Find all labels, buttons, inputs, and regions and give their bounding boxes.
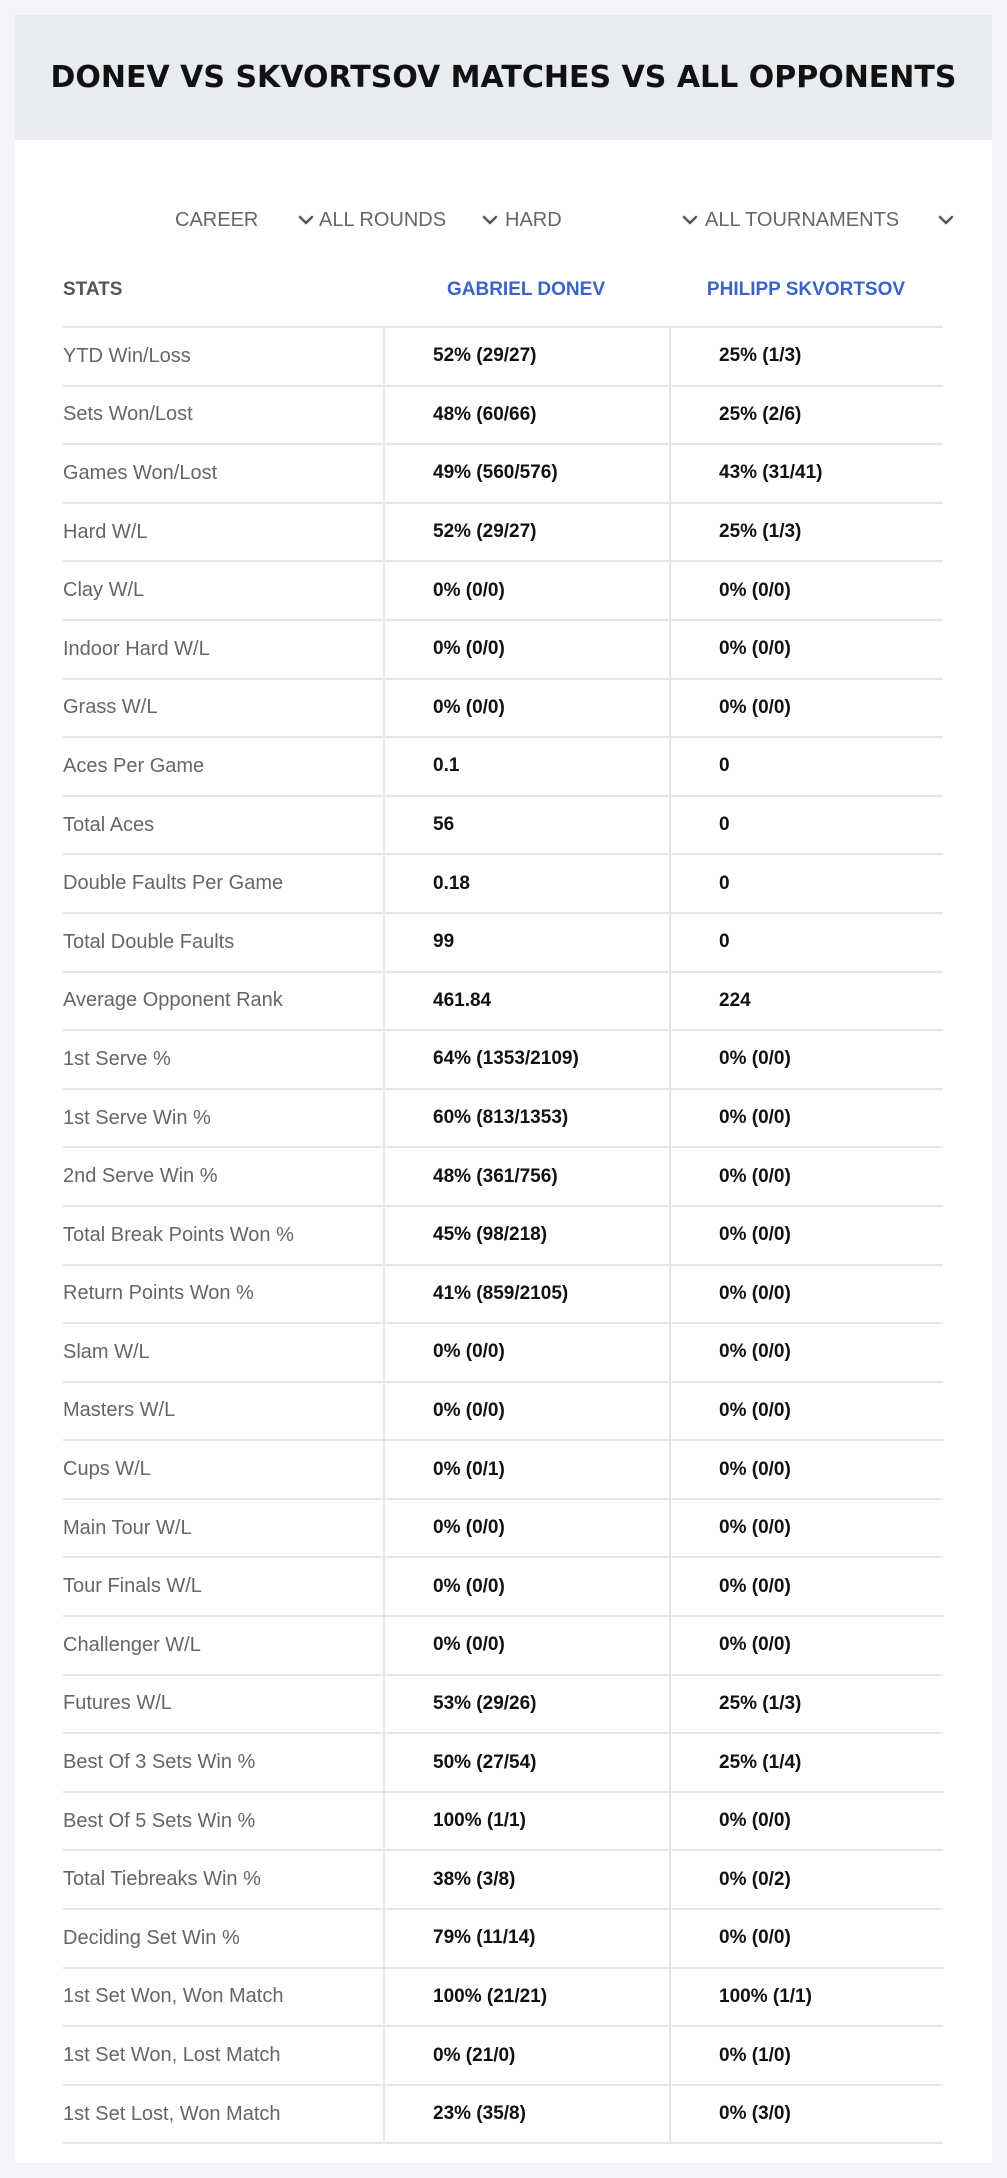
table-row (63, 1558, 943, 1617)
player1-stat-value: 0% (0/0) (383, 1500, 669, 1557)
stat-label: Hard W/L (63, 520, 148, 543)
player2-stat-value: 0% (1/0) (669, 2027, 943, 2084)
player2-stat-value: 0 (669, 738, 943, 795)
player1-stat-value: 53% (29/26) (383, 1676, 669, 1733)
player2-stat-value: 0% (0/0) (669, 680, 943, 737)
player1-stat-value: 0% (0/0) (383, 1324, 669, 1381)
player1-stat-value: 49% (560/576) (383, 445, 669, 502)
table-row (63, 387, 943, 446)
table-row (63, 1324, 943, 1383)
stat-label: Total Break Points Won % (63, 1223, 294, 1246)
stat-label: YTD Win/Loss (63, 344, 191, 367)
table-row (63, 1969, 943, 2028)
chevron-down-icon (481, 211, 499, 229)
player1-stat-value: 0% (0/0) (383, 1558, 669, 1615)
player1-stat-value: 100% (1/1) (383, 1793, 669, 1850)
table-row (63, 1617, 943, 1676)
table-row (63, 2027, 943, 2086)
player1-stat-value: 0% (0/0) (383, 621, 669, 678)
player1-stat-value: 48% (361/756) (383, 1148, 669, 1205)
table-row (63, 738, 943, 797)
stat-label: 2nd Serve Win % (63, 1165, 218, 1188)
player2-stat-value: 0% (0/0) (669, 1031, 943, 1088)
player2-stat-value: 0% (0/0) (669, 1383, 943, 1440)
player2-stat-value: 0% (0/0) (669, 1441, 943, 1498)
stats-column-header: STATS (63, 278, 123, 300)
player1-stat-value: 100% (21/21) (383, 1969, 669, 2026)
rounds-select-value: ALL ROUNDS (319, 208, 447, 231)
player2-stat-value: 100% (1/1) (669, 1969, 943, 2026)
player2-stat-value: 0% (0/0) (669, 621, 943, 678)
table-row (63, 1441, 943, 1500)
player1-stat-value: 0% (21/0) (383, 2027, 669, 2084)
table-row (63, 1793, 943, 1852)
player1-column-header[interactable]: GABRIEL DONEV (446, 278, 605, 300)
stat-label: Aces Per Game (63, 754, 205, 777)
player1-stat-value: 99 (383, 914, 669, 971)
player2-stat-value: 0% (0/0) (669, 562, 943, 619)
player1-stat-value: 64% (1353/2109) (383, 1031, 669, 1088)
table-row (63, 1500, 943, 1559)
stat-label: 1st Serve % (63, 1047, 171, 1070)
stat-label: Total Double Faults (63, 930, 235, 953)
stat-label: Slam W/L (63, 1340, 150, 1363)
table-row (63, 1851, 943, 1910)
player1-stat-value: 23% (35/8) (383, 2086, 669, 2143)
stat-label: 1st Set Won, Lost Match (63, 2044, 281, 2067)
stat-label: 1st Set Won, Won Match (63, 1985, 284, 2008)
player1-stat-value: 60% (813/1353) (383, 1090, 669, 1147)
table-row (63, 1910, 943, 1969)
stat-label: Best Of 5 Sets Win % (63, 1809, 256, 1832)
player2-stat-value: 0 (669, 855, 943, 912)
stat-label: Clay W/L (63, 579, 145, 602)
player2-stat-value: 25% (1/3) (669, 1676, 943, 1733)
player1-stat-value: 461.84 (383, 973, 669, 1030)
player2-stat-value: 0% (0/0) (669, 1910, 943, 1967)
player2-stat-value: 0% (0/0) (669, 1207, 943, 1264)
stat-label: 1st Set Lost, Won Match (63, 2102, 281, 2125)
player2-stat-value: 224 (669, 973, 943, 1030)
player1-stat-value: 52% (29/27) (383, 504, 669, 561)
player2-stat-value: 25% (1/4) (669, 1734, 943, 1791)
stat-label: Total Tiebreaks Win % (63, 1868, 261, 1891)
filter-bar (15, 190, 992, 250)
page-title: DONEV VS SKVORTSOV MATCHES VS ALL OPPONENTS (50, 60, 957, 95)
player2-stat-value: 25% (2/6) (669, 387, 943, 444)
table-row (63, 1734, 943, 1793)
player1-stat-value: 0.1 (383, 738, 669, 795)
table-row (63, 621, 943, 680)
player2-stat-value: 0% (0/2) (669, 1851, 943, 1908)
table-row (63, 328, 943, 387)
player2-stat-value: 0% (0/0) (669, 1090, 943, 1147)
player2-stat-value: 0 (669, 797, 943, 854)
stat-label: Return Points Won % (63, 1282, 254, 1305)
table-body (63, 328, 943, 2144)
stat-label: Challenger W/L (63, 1633, 201, 1656)
stat-label: Total Aces (63, 813, 155, 836)
stats-card (15, 15, 992, 2163)
period-select[interactable] (175, 190, 315, 250)
table-row (63, 562, 943, 621)
stat-label: Cups W/L (63, 1458, 151, 1481)
tournaments-select-value: ALL TOURNAMENTS (705, 208, 900, 231)
player2-stat-value: 0% (0/0) (669, 1148, 943, 1205)
stat-label: Games Won/Lost (63, 461, 218, 484)
stat-label: Indoor Hard W/L (63, 637, 210, 660)
table-row (63, 680, 943, 739)
stat-label: Sets Won/Lost (63, 403, 193, 426)
chevron-down-icon (681, 211, 699, 229)
chevron-down-icon (937, 211, 955, 229)
player1-stat-value: 52% (29/27) (383, 328, 669, 385)
player2-stat-value: 25% (1/3) (669, 328, 943, 385)
stat-label: Deciding Set Win % (63, 1926, 240, 1949)
player2-stat-value: 0% (3/0) (669, 2086, 943, 2143)
surface-select-value: HARD (505, 208, 562, 231)
surface-select[interactable] (505, 190, 699, 250)
player1-stat-value: 48% (60/66) (383, 387, 669, 444)
table-row (63, 1031, 943, 1090)
stats-table (63, 253, 943, 2144)
table-row (63, 797, 943, 856)
player1-stat-value: 0% (0/0) (383, 680, 669, 737)
chevron-down-icon (297, 211, 315, 229)
player2-stat-value: 0% (0/0) (669, 1793, 943, 1850)
table-row (63, 1090, 943, 1149)
player1-stat-value: 38% (3/8) (383, 1851, 669, 1908)
table-row (63, 445, 943, 504)
table-row (63, 973, 943, 1032)
stat-label: Best Of 3 Sets Win % (63, 1751, 256, 1774)
stat-label: Tour Finals W/L (63, 1575, 202, 1598)
table-row (63, 1383, 943, 1442)
player2-stat-value: 43% (31/41) (669, 445, 943, 502)
player1-stat-value: 45% (98/218) (383, 1207, 669, 1264)
player2-stat-value: 0% (0/0) (669, 1558, 943, 1615)
stat-label: Average Opponent Rank (63, 989, 283, 1012)
player2-stat-value: 0% (0/0) (669, 1266, 943, 1323)
player1-stat-value: 79% (11/14) (383, 1910, 669, 1967)
table-row (63, 1207, 943, 1266)
player2-stat-value: 0% (0/0) (669, 1324, 943, 1381)
tournaments-select[interactable] (705, 190, 955, 250)
player1-stat-value: 0% (0/0) (383, 562, 669, 619)
player2-column-header[interactable]: PHILIPP SKVORTSOV (706, 278, 906, 300)
stat-label: 1st Serve Win % (63, 1106, 211, 1129)
player1-stat-value: 50% (27/54) (383, 1734, 669, 1791)
player2-stat-value: 0% (0/0) (669, 1617, 943, 1674)
player1-stat-value: 56 (383, 797, 669, 854)
table-row (63, 2086, 943, 2145)
player2-stat-value: 0% (0/0) (669, 1500, 943, 1557)
table-row (63, 855, 943, 914)
player2-stat-value: 0 (669, 914, 943, 971)
table-row (63, 914, 943, 973)
table-row (63, 1148, 943, 1207)
table-row (63, 1676, 943, 1735)
player1-stat-value: 0% (0/0) (383, 1617, 669, 1674)
stat-label: Futures W/L (63, 1692, 172, 1715)
period-select-value: CAREER (175, 208, 259, 231)
table-header (63, 253, 943, 328)
player1-stat-value: 0% (0/1) (383, 1441, 669, 1498)
table-row (63, 1266, 943, 1325)
player1-stat-value: 0% (0/0) (383, 1383, 669, 1440)
rounds-select[interactable] (319, 190, 499, 250)
player1-stat-value: 41% (859/2105) (383, 1266, 669, 1323)
stat-label: Grass W/L (63, 696, 158, 719)
player1-stat-value: 0.18 (383, 855, 669, 912)
stat-label: Double Faults Per Game (63, 872, 284, 895)
player2-stat-value: 25% (1/3) (669, 504, 943, 561)
stat-label: Masters W/L (63, 1399, 176, 1422)
table-row (63, 504, 943, 563)
page-header (15, 15, 992, 140)
stat-label: Main Tour W/L (63, 1516, 192, 1539)
